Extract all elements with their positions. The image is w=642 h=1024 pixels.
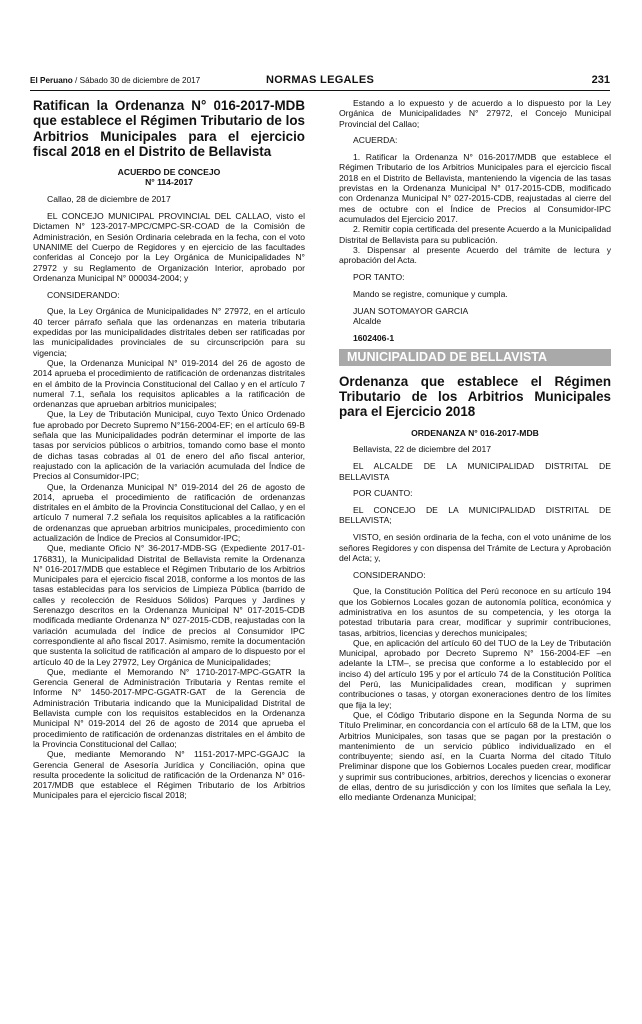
header-publication-date: El Peruano / Sábado 30 de diciembre de 2017: [30, 76, 201, 85]
publication-name: El Peruano: [30, 76, 73, 85]
signer-role: Alcalde: [353, 315, 382, 326]
act-title: ACUERDO DE CONCEJO: [117, 167, 221, 178]
paragraph: Que, la Constitución Política del Perú reconoce en su artículo 194 que los Gobiernos Locales gozan de autonomía política, económica y administrativa en los asuntos de su competencia, y les otorga la potestad tributaria para crear, modificar y suprimir contribuciones, tasas, arbitrios, licencias y derechos municipales;: [339, 586, 611, 638]
considerando-heading-2: CONSIDERANDO:: [353, 569, 426, 580]
agreement-item: 3. Dispensar al presente Acuerdo del trámite de lectura y aprobación del Acta.: [339, 244, 611, 266]
paragraph: Que, la Ley Orgánica de Municipalidades N° 27972, en el artículo 40 tercer párrafo señala que las ordenanzas en materia tributaria expedidas por las municipalidades distritales deben ser ratificadas por las municipalidades provinciales de su circunscripción para su vigencia;: [33, 306, 305, 358]
place-date-2: Bellavista, 22 de diciembre del 2017: [353, 444, 492, 455]
por-tanto-heading: POR TANTO:: [353, 271, 405, 282]
paragraph: Que, el Código Tributario dispone en la Segunda Norma de su Título Preliminar, en concordancia con el artículo 68 de la LTM, que los Arbitrios Municipales, son tasas que se pagan por la prestación o mantenimiento de un servicio público individualizado en el contribuyente; siendo así, en la Cuarta Norma del citado Título Preliminar dispone que los Gobiernos Locales pueden crear, modificar y suprimir sus contribuciones, arbitrios, derechos y licencias o exonerar de ellas, dentro de su jurisdicción y con los límites que señala la Ley, ello mediante Ordenanza Municipal;: [339, 709, 611, 803]
page-header: [30, 74, 610, 91]
publication-date: Sábado 30 de diciembre de 2017: [79, 76, 201, 85]
alcalde-line: EL ALCALDE DE LA MUNICIPALIDAD DISTRITAL DE BELLAVISTA: [339, 461, 611, 482]
concejo-line: EL CONCEJO DE LA MUNICIPALIDAD DISTRITAL DE BELLAVISTA;: [339, 505, 611, 526]
institution-banner: MUNICIPALIDAD DE BELLAVISTA: [339, 349, 611, 365]
agreement-item: 2. Remitir copia certificada del presente Acuerdo a la Municipalidad Distrital de Bellavista para su publicación.: [339, 224, 611, 245]
por-cuanto-heading: POR CUANTO:: [353, 488, 413, 499]
act-number: N° 114-2017: [145, 177, 193, 188]
paragraph: Que, la Ordenanza Municipal N° 019-2014 del 26 de agosto de 2014, aprueba el procedimiento de ratificación de ordenanzas distritales en el ámbito de la Provincia Constitucional del Callao, y en el artículo 7 numeral 7.2 señala los requisitos aplicables a la ratificación de ordenanzas que aprueban arbitrios municipales, procedimiento con actualización de Índice de Precios al Consumidor-IPC;: [33, 481, 305, 543]
agreement-item: 1. Ratificar la Ordenanza N° 016-2017/MDB que establece el Régimen Tributario de los Arbitrios Municipales para el ejercicio fiscal 2018 en el Distrito de Bellavista, manteniendo la vigencia de las tasas previstas en la Ordenanza Municipal N° 017-2015-CDB, modificado con Ordenanza Municipal N° 027-2015-CDB, reajustadas al cierre del mes de octubre con el Índice de Precios al Consumidor-IPC acumulados del Ejercicio 2017.: [339, 152, 611, 224]
paragraph: Que, la Ordenanza Municipal N° 019-2014 del 26 de agosto de 2014 aprueba el procedimiento de ratificación de ordenanzas distritales en el ámbito de la Provincia Constitucional del Callao y en el artículo 7 numeral 7.1, señala los requisitos aplicables a la ratificación de ordenanzas que aprueban arbitrios municipales;: [33, 357, 305, 410]
considerando-heading: CONSIDERANDO:: [47, 289, 120, 300]
article-title-2: Ordenanza que establece el Régimen Tributario de los Arbitrios Municipales para el Ejercicio 2018: [339, 373, 611, 420]
paragraph: Que, mediante Oficio N° 36-2017-MDB-SG (Expediente 2017-01-176831), la Municipalidad Distrital de Bellavista remite la Ordenanza N° 016-2017/MDB que establece el Régimen Tributario de los Arbitrios Municipales para el ejercicio fiscal 2018, conforme a los montos de las tasas establecidas para los servicios de Limpieza Pública (barrido de calles y recolección de Residuos Sólidos) Parques y Jardines y Serenazgo descritos en la Ordenanza Municipal N° 017-2015-CDB modificada mediante Ordenanza N° 027-2015-CDB, reajustadas con la variación acumulada del índice de precios al Consumidor IPC correspondiente al año fiscal 2017. Asimismo, remite la documentación que sustenta la solicitud de ratificación al amparo de lo dispuesto por el artículo 40 de la Ley 27972, Ley Orgánica de Municipalidades;: [33, 543, 305, 667]
place-date: Callao, 28 de diciembre de 2017: [47, 194, 171, 205]
paragraph: Que, mediante el Memorando N° 1710-2017-MPC-GGATR la Gerencia General de Administración Tributaria y Rentas remite el Informe N° 1450-2017-MPC-GGATR-GAT de la Gerencia de Administración Tributaria indicando que la Municipalidad Distrital de Bellavista cumple con los requisitos establecidos en la Ordenanza Municipal N° 019-2014 del 26 de agosto de 2014 que aprueba el procedimiento de ratificación de ordenanzas distritales en el ámbito de la Provincia Constitucional del Callao;: [33, 666, 305, 749]
article-title: Ratifican la Ordenanza N° 016-2017-MDB que establece el Régimen Tributario de los Arbitrios Municipales para el ejercicio fiscal 2018 en el Distrito de Bellavista: [33, 98, 305, 159]
paragraph: Que, mediante Memorando N° 1151-2017-MPC-GGAJC la Gerencia General de Asesoría Jurídica y Conciliación, opina que resulta procedente la solicitud de ratificación de la Ordenanza N° 016-2017/MDB que establece el Régimen Tributario de los Arbitrios Municipales para el ejercicio fiscal 2018;: [33, 749, 305, 801]
section-title: NORMAS LEGALES: [266, 74, 375, 86]
left-column: [33, 98, 305, 801]
paragraph: Estando a lo expuesto y de acuerdo a lo dispuesto por la Ley Orgánica de Municipalidades N° 27972, el Concejo Municipal Provincial del Callao;: [339, 98, 611, 129]
paragraph: EL CONCEJO MUNICIPAL PROVINCIAL DEL CALLAO, visto el Dictamen N° 123-2017-MPC/CMPC-SR-COAD de la Comisión de Administración, en Sesión Ordinaria celebrada en la fecha, con el voto UNANIME del Cuerpo de Regidores y en ejercicio de las facultades conferidas al Concejo por la Ley Orgánica de Municipalidades N° 27972 y su Reglamento de Organización Interior, aprobado por Ordenanza Municipal N° 000034-2004; y: [33, 211, 305, 283]
mando-line: Mando se registre, comunique y cumpla.: [353, 288, 508, 299]
ordinance-number: ORDENANZA N° 016-2017-MDB: [411, 427, 539, 438]
visto-paragraph: VISTO, en sesión ordinaria de la fecha, con el voto unánime de los señores Regidores y con dispensa del Trámite de Lectura y Aprobación del Acta; y,: [339, 532, 611, 563]
publication-code: 1602406-1: [353, 332, 395, 343]
signer-name: JUAN SOTOMAYOR GARCIA: [353, 305, 469, 316]
paragraph: Que, la Ley de Tributación Municipal, cuyo Texto Único Ordenado fue aprobado por Decreto Supremo N°156-2004-EF; en el artículo 69-B señala que las Municipalidades podrán determinar el importe de las tasas por servicios públicos o arbitrios, tomando como base el monto de dichas tasas cobradas al 01 de enero del año fiscal anterior, reajustado con la aplicación de la variación acumulada del Índice de Precios al Consumidor-IPC;: [33, 409, 305, 482]
paragraph: Que, en aplicación del artículo 60 del TUO de la Ley de Tributación Municipal, aprobado por Decreto Supremo N° 156-2004-EF –en adelante la LTM–, se precisa que conforme a lo establecido por el inciso 4) del artículo 195 y por el artículo 74 de la Constitución Política del Perú, las Municipalidades crean, modifican y suprimen contribuciones o tasas, y otorgan exoneraciones dentro de los límites que fija la ley;: [339, 637, 611, 710]
right-column: [339, 98, 611, 803]
acuerda-heading: ACUERDA:: [353, 135, 398, 146]
page-number: 231: [591, 74, 610, 86]
